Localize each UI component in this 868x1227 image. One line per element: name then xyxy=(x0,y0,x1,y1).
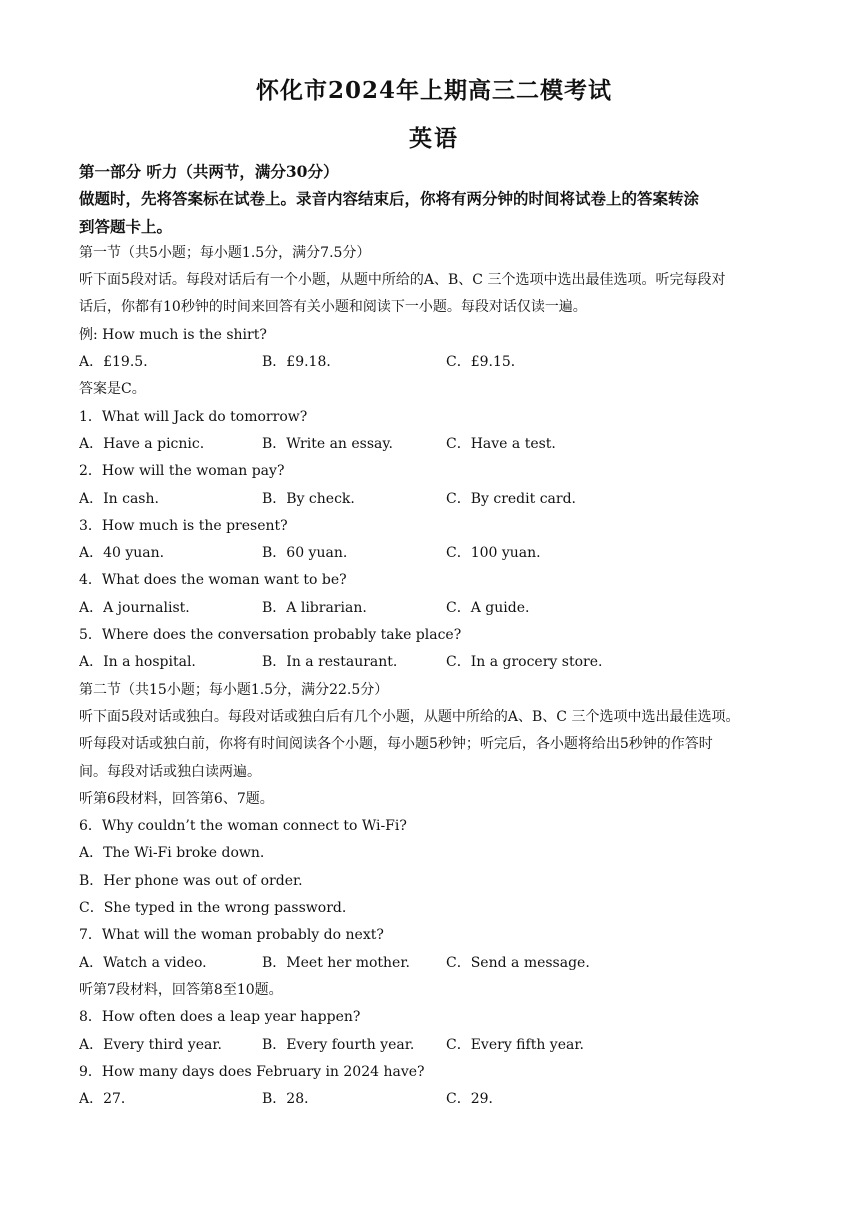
q8-option-a: A．Every third year. xyxy=(79,1036,222,1053)
question-1: 1．What will Jack do tomorrow? xyxy=(79,408,308,425)
question-4: 4．What does the woman want to be? xyxy=(79,572,347,589)
q6-option-b: B．Her phone was out of order. xyxy=(79,872,303,889)
part1-heading: 第一部分 听力（共两节，满分30分） xyxy=(79,162,339,181)
section2-instruction-line1: 听下面5段对话或独白。每段对话或独白后有几个小题，从题中所给的A、B、C 三个选项中选出最佳选项。 xyxy=(79,708,740,725)
q4-option-c: C．A guide. xyxy=(446,599,530,616)
question-2-options xyxy=(79,486,794,513)
question-9-options xyxy=(79,1086,794,1113)
section1-heading: 第一节（共5小题；每小题1.5分，满分7.5分） xyxy=(79,244,371,261)
example-answer: 答案是C。 xyxy=(79,381,146,398)
q1-option-a: A．Have a picnic. xyxy=(79,435,205,452)
exam-subject: 英语 xyxy=(409,125,459,152)
q2-option-c: C．By credit card. xyxy=(446,490,576,507)
question-1-options xyxy=(79,431,794,458)
section1-instruction-line2: 话后，你都有10秒钟的时间来回答有关小题和阅读下一小题。每段对话仅读一遍。 xyxy=(79,299,587,316)
section2-instruction-line3: 间。每段对话或独白读两遍。 xyxy=(79,763,261,780)
question-7-options xyxy=(79,950,794,977)
question-7: 7．What will the woman probably do next? xyxy=(79,927,384,944)
q1-option-c: C．Have a test. xyxy=(446,435,556,452)
q6-option-c: C．She typed in the wrong password. xyxy=(79,900,347,917)
example-option-b: B．£9.18． xyxy=(262,354,341,371)
question-9: 9．How many days does February in 2024 have? xyxy=(79,1063,425,1080)
question-2: 2．How will the woman pay? xyxy=(79,463,285,480)
exam-content xyxy=(79,158,794,1113)
q7-option-c: C．Send a message. xyxy=(446,954,590,971)
question-4-options xyxy=(79,595,794,622)
q9-option-b: B．28． xyxy=(262,1091,319,1108)
q9-option-a: A．27． xyxy=(79,1091,135,1108)
q2-option-b: B．By check. xyxy=(262,490,355,507)
exam-title: 怀化市2024年上期高三二模考试 xyxy=(255,77,612,104)
q8-option-b: B．Every fourth year. xyxy=(262,1036,415,1053)
q7-option-a: A．Watch a video. xyxy=(79,954,207,971)
part1-instruction-line2: 到答题卡上。 xyxy=(79,216,173,236)
q5-option-b: B．In a restaurant. xyxy=(262,654,398,671)
q6-option-a: A．The Wi-Fi broke down. xyxy=(79,845,265,862)
question-6: 6．Why couldn’t the woman connect to Wi-Fi? xyxy=(79,818,407,835)
section1-instruction-line1: 听下面5段对话。每段对话后有一个小题，从题中所给的A、B、C 三个选项中选出最佳选项。听完每段对 xyxy=(79,272,726,289)
question-3-options xyxy=(79,540,794,567)
example-options xyxy=(79,349,794,376)
question-5: 5．Where does the conversation probably take place? xyxy=(79,627,462,644)
section2-heading: 第二节（共15小题；每小题1.5分，满分22.5分） xyxy=(79,681,389,698)
q7-option-b: B．Meet her mother. xyxy=(262,954,410,971)
material-7-heading: 听第7段材料，回答第8至10题。 xyxy=(79,981,283,998)
q5-option-a: A．In a hospital. xyxy=(79,654,196,671)
q3-option-c: C．100 yuan. xyxy=(446,545,541,562)
example-option-c: C．£9.15． xyxy=(446,354,525,371)
question-3: 3．How much is the present? xyxy=(79,517,288,534)
question-8-options xyxy=(79,1032,794,1059)
q9-option-c: C．29． xyxy=(446,1091,503,1108)
question-8: 8．How often does a leap year happen? xyxy=(79,1009,361,1026)
part1-instruction-line1: 做题时，先将答案标在试卷上。录音内容结束后，你将有两分钟的时间将试卷上的答案转涂 xyxy=(79,189,700,209)
q8-option-c: C．Every fifth year. xyxy=(446,1036,584,1053)
q3-option-a: A．40 yuan. xyxy=(79,545,165,562)
q4-option-b: B．A librarian. xyxy=(262,599,367,616)
material-6-heading: 听第6段材料，回答第6、7题。 xyxy=(79,790,274,807)
section2-instruction-line2: 听每段对话或独白前，你将有时间阅读各个小题，每小题5秒钟；听完后，各小题将给出5秒钟的作答时 xyxy=(79,736,713,753)
example-option-a: A．£19.5． xyxy=(79,354,158,371)
q2-option-a: A．In cash. xyxy=(79,490,159,507)
q5-option-c: C．In a grocery store. xyxy=(446,654,603,671)
q3-option-b: B．60 yuan. xyxy=(262,545,348,562)
q4-option-a: A．A journalist. xyxy=(79,599,190,616)
q1-option-b: B．Write an essay. xyxy=(262,435,393,452)
example-question: 例: How much is the shirt? xyxy=(79,326,267,343)
question-5-options xyxy=(79,649,794,676)
